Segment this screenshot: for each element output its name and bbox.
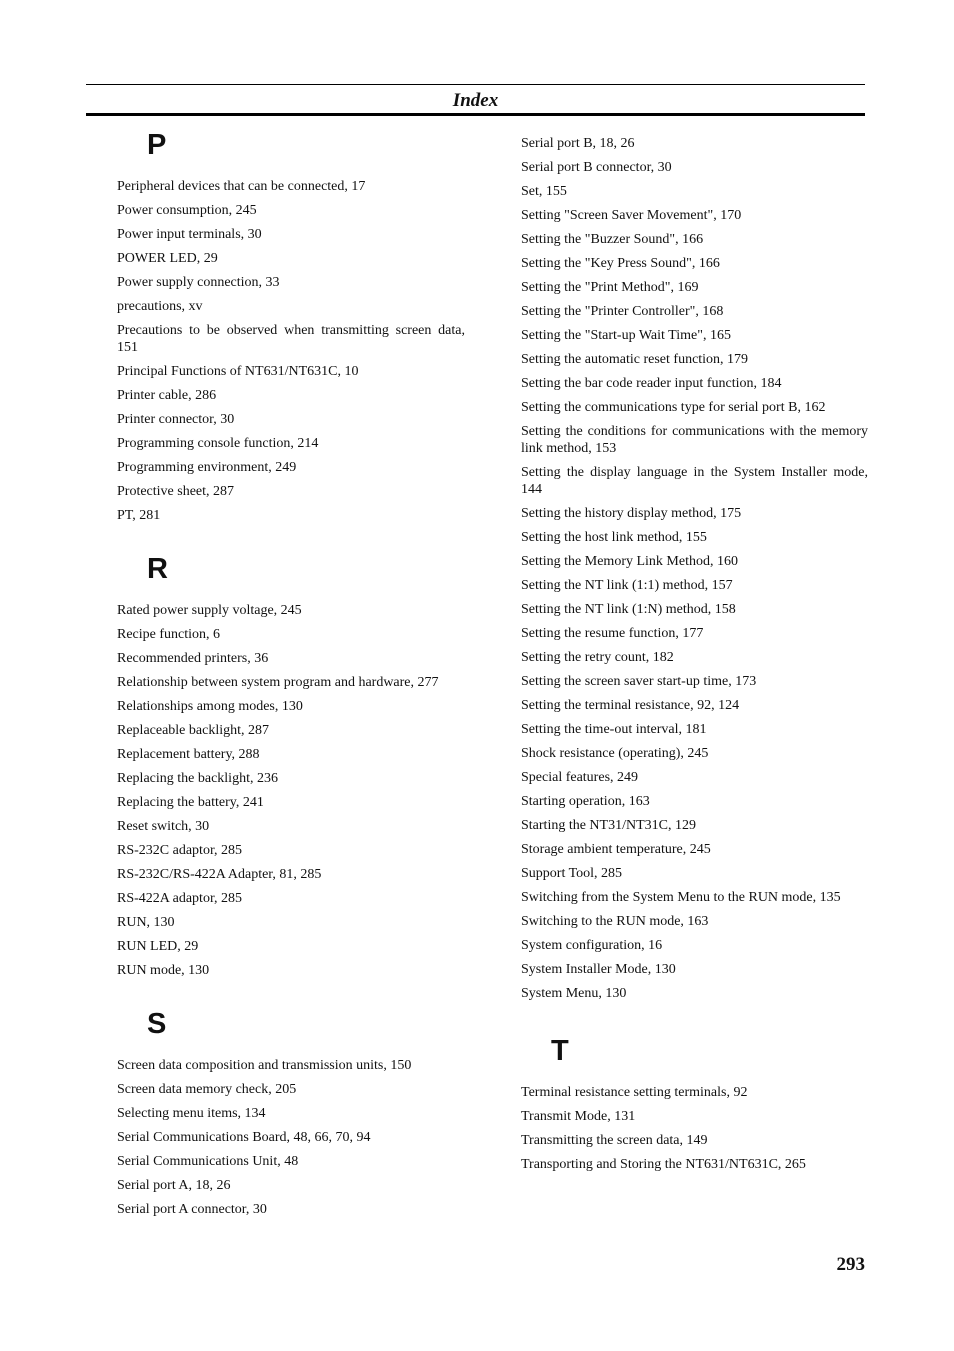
index-entry: Setting the "Printer Controller", 168 xyxy=(521,304,724,319)
index-entry: Shock resistance (operating), 245 xyxy=(521,746,709,761)
index-entry: Replacement battery, 288 xyxy=(117,747,260,762)
index-entry: System Installer Mode, 130 xyxy=(521,962,676,977)
header-rule-top xyxy=(86,84,865,85)
entry-list-r xyxy=(117,602,465,979)
index-entry: Setting the terminal resistance, 92, 124 xyxy=(521,698,740,713)
index-entry: Setting the bar code reader input function, 184 xyxy=(521,376,782,391)
index-entry: Setting the "Print Method", 169 xyxy=(521,280,699,295)
index-entry: RUN, 130 xyxy=(117,915,175,930)
index-entry: Setting the "Key Press Sound", 166 xyxy=(521,256,720,271)
index-entry: Setting the resume function, 177 xyxy=(521,626,704,641)
index-entry: Rated power supply voltage, 245 xyxy=(117,603,302,618)
index-entry: Precautions to be observed when transmitting screen data, 151 xyxy=(117,323,465,355)
index-entry: Printer cable, 286 xyxy=(117,388,217,403)
index-entry: Serial port A, 18, 26 xyxy=(117,1178,231,1193)
index-entry: Power consumption, 245 xyxy=(117,203,257,218)
index-entry: Programming environment, 249 xyxy=(117,460,297,475)
index-entry: Setting "Screen Saver Movement", 170 xyxy=(521,208,742,223)
index-entry: Programming console function, 214 xyxy=(117,436,319,451)
index-column-left xyxy=(117,128,465,1225)
index-entry: Transmit Mode, 131 xyxy=(521,1109,636,1124)
index-entry: RS-232C/RS-422A Adapter, 81, 285 xyxy=(117,867,322,882)
index-section-t xyxy=(521,1034,868,1173)
index-entry: Protective sheet, 287 xyxy=(117,484,235,499)
index-entry: Support Tool, 285 xyxy=(521,866,623,881)
index-entry: Setting the NT link (1:N) method, 158 xyxy=(521,602,736,617)
index-entry: Selecting menu items, 134 xyxy=(117,1106,266,1121)
index-entry: Transmitting the screen data, 149 xyxy=(521,1133,708,1148)
index-entry: Power supply connection, 33 xyxy=(117,275,280,290)
entry-list-p xyxy=(117,178,465,524)
index-entry: Serial port B connector, 30 xyxy=(521,160,672,175)
section-letter-t: T xyxy=(551,1035,569,1067)
index-entry: Setting the display language in the System Installer mode, 144 xyxy=(521,465,868,497)
index-entry: Screen data composition and transmission units, 150 xyxy=(117,1058,412,1073)
index-entry: Recommended printers, 36 xyxy=(117,651,269,666)
index-entry: Setting the "Buzzer Sound", 166 xyxy=(521,232,704,247)
index-entry: Relationships among modes, 130 xyxy=(117,699,303,714)
index-entry: Setting the "Start-up Wait Time", 165 xyxy=(521,328,731,343)
page-number: 293 xyxy=(836,1254,865,1275)
index-entry: Set, 155 xyxy=(521,184,567,199)
index-entry: PT, 281 xyxy=(117,508,161,523)
index-section-r xyxy=(117,552,465,979)
section-letter-s: S xyxy=(147,1008,167,1040)
index-entry: Serial port A connector, 30 xyxy=(117,1202,267,1217)
index-entry: Transporting and Storing the NT631/NT631C, 265 xyxy=(521,1157,806,1172)
index-entry: Switching from the System Menu to the RUN mode, 135 xyxy=(521,890,841,905)
index-entry: Peripheral devices that can be connected, 17 xyxy=(117,179,366,194)
index-entry: Setting the Memory Link Method, 160 xyxy=(521,554,738,569)
entry-list-s-continued xyxy=(521,135,868,1002)
index-entry: Relationship between system program and hardware, 277 xyxy=(117,675,439,690)
index-entry: Serial Communications Unit, 48 xyxy=(117,1154,299,1169)
index-entry: Printer connector, 30 xyxy=(117,412,235,427)
index-entry: Setting the history display method, 175 xyxy=(521,506,742,521)
index-column-right xyxy=(521,135,868,1205)
index-section-p xyxy=(117,128,465,524)
index-entry: Storage ambient temperature, 245 xyxy=(521,842,711,857)
index-entry: Serial port B, 18, 26 xyxy=(521,136,635,151)
index-entry: Setting the screen saver start-up time, 173 xyxy=(521,674,757,689)
index-entry: RS-422A adaptor, 285 xyxy=(117,891,243,906)
section-letter-p: P xyxy=(147,129,167,161)
index-entry: Replaceable backlight, 287 xyxy=(117,723,269,738)
index-entry: RUN mode, 130 xyxy=(117,963,210,978)
index-entry: Setting the communications type for serial port B, 162 xyxy=(521,400,826,415)
index-entry: Setting the conditions for communications with the memory link method, 153 xyxy=(521,424,868,456)
index-entry: Setting the NT link (1:1) method, 157 xyxy=(521,578,733,593)
index-entry: POWER LED, 29 xyxy=(117,251,218,266)
index-entry: Starting the NT31/NT31C, 129 xyxy=(521,818,696,833)
index-entry: Setting the host link method, 155 xyxy=(521,530,707,545)
index-entry: Screen data memory check, 205 xyxy=(117,1082,297,1097)
section-letter-r: R xyxy=(147,553,168,585)
running-header-title: Index xyxy=(452,90,499,111)
index-entry: Special features, 249 xyxy=(521,770,639,785)
index-section-s xyxy=(117,1007,465,1218)
index-entry: Setting the automatic reset function, 179 xyxy=(521,352,749,367)
index-entry: precautions, xv xyxy=(117,299,203,314)
index-entry: Starting operation, 163 xyxy=(521,794,650,809)
index-entry: Power input terminals, 30 xyxy=(117,227,262,242)
index-entry: Reset switch, 30 xyxy=(117,819,210,834)
index-entry: Terminal resistance setting terminals, 92 xyxy=(521,1085,748,1100)
index-entry: Principal Functions of NT631/NT631C, 10 xyxy=(117,364,359,379)
entry-list-s xyxy=(117,1057,465,1218)
index-entry: Setting the time-out interval, 181 xyxy=(521,722,707,737)
header-rule-bottom xyxy=(86,113,865,116)
index-entry: Serial Communications Board, 48, 66, 70, 94 xyxy=(117,1130,371,1145)
index-entry: System configuration, 16 xyxy=(521,938,663,953)
index-entry: Switching to the RUN mode, 163 xyxy=(521,914,709,929)
index-entry: Recipe function, 6 xyxy=(117,627,221,642)
index-entry: RUN LED, 29 xyxy=(117,939,199,954)
index-entry: System Menu, 130 xyxy=(521,986,627,1001)
index-entry: Replacing the backlight, 236 xyxy=(117,771,278,786)
index-entry: Setting the retry count, 182 xyxy=(521,650,674,665)
entry-list-t xyxy=(521,1084,868,1173)
index-entry: Replacing the battery, 241 xyxy=(117,795,264,810)
index-entry: RS-232C adaptor, 285 xyxy=(117,843,243,858)
